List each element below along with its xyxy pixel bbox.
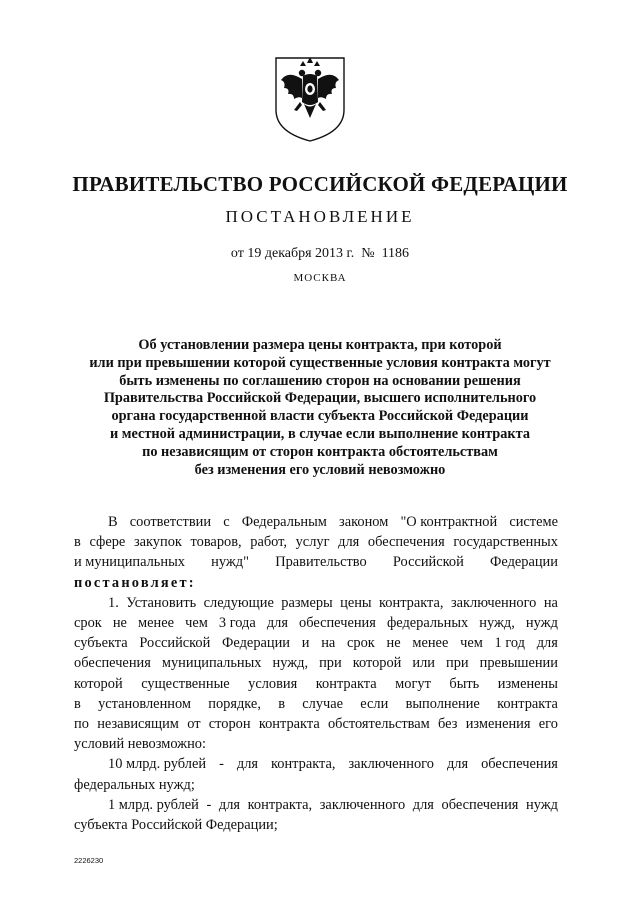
word: при bbox=[319, 655, 342, 672]
text-line bbox=[74, 593, 558, 613]
paragraph-item-1 bbox=[74, 593, 558, 734]
word: сторон bbox=[208, 716, 251, 733]
word: установленном bbox=[98, 695, 191, 712]
word: и bbox=[301, 635, 310, 652]
word: обеспечения bbox=[299, 615, 376, 632]
text-line bbox=[74, 552, 558, 572]
word: государственных bbox=[453, 534, 558, 551]
word: для bbox=[266, 615, 288, 632]
text-line bbox=[74, 573, 558, 593]
word: в bbox=[74, 534, 81, 551]
word: срок bbox=[347, 635, 375, 652]
word: для bbox=[446, 756, 469, 773]
paragraph-preamble bbox=[74, 512, 558, 573]
word: обеспечения bbox=[481, 756, 558, 773]
word: могут bbox=[395, 675, 431, 692]
word: изменения bbox=[465, 716, 531, 733]
document-code: 2226230 bbox=[74, 856, 104, 865]
word: менее bbox=[138, 615, 175, 632]
word: порядке, bbox=[208, 695, 261, 712]
subject-line: быть изменены по соглашению сторон на основании решения bbox=[119, 372, 521, 389]
word: соответствии bbox=[129, 514, 212, 530]
word: контракта bbox=[258, 716, 320, 733]
subject-line: органа государственной власти субъекта Российской Федерации bbox=[111, 408, 529, 425]
word: которой bbox=[352, 655, 402, 672]
coat-of-arms-emblem bbox=[272, 52, 348, 144]
word: Федерации bbox=[490, 554, 558, 571]
word: нужд bbox=[526, 796, 558, 813]
word: для bbox=[236, 756, 258, 773]
word: на bbox=[321, 635, 336, 652]
word: закупок bbox=[133, 534, 182, 551]
word: следующие bbox=[203, 594, 274, 611]
word: при bbox=[446, 655, 469, 672]
word: 10 млрд. рублей bbox=[108, 756, 207, 773]
word: нужд, bbox=[479, 615, 515, 632]
word: законом bbox=[339, 514, 389, 530]
word: независящим bbox=[97, 716, 179, 733]
word: чем bbox=[185, 615, 208, 632]
word: быть bbox=[449, 675, 480, 692]
word: 1 год bbox=[494, 635, 525, 652]
word: контракта bbox=[497, 695, 558, 712]
word: заключенного bbox=[319, 796, 406, 813]
subject-line: и местной администрации, в случае если выполнение контракта bbox=[109, 425, 530, 442]
word: нужд, bbox=[272, 655, 309, 672]
word: услуг bbox=[295, 534, 330, 551]
word: обеспечения bbox=[367, 534, 445, 551]
resolves-word: постановляет: bbox=[74, 574, 196, 591]
word: контракта, bbox=[379, 594, 444, 611]
word: контракта, bbox=[247, 796, 313, 813]
text-line bbox=[74, 815, 558, 835]
word: которой bbox=[74, 675, 123, 692]
text-line bbox=[74, 694, 558, 714]
word: для bbox=[218, 796, 241, 813]
word: муниципальных bbox=[161, 655, 262, 672]
word: 1 млрд. рублей bbox=[108, 796, 199, 813]
word: чем bbox=[460, 635, 483, 652]
word: его bbox=[538, 716, 558, 733]
word: выполнение bbox=[405, 695, 480, 712]
text-line bbox=[74, 532, 558, 552]
subject-line: по независящим от сторон контракта обстоятельствам bbox=[142, 443, 498, 460]
text-line bbox=[74, 613, 558, 633]
word: для bbox=[338, 534, 360, 551]
word: изменены bbox=[497, 675, 558, 692]
word: для bbox=[536, 635, 558, 652]
word: работ, bbox=[250, 534, 287, 551]
subject-line: Правительства Российской Федерации, высшего исполнительного bbox=[103, 390, 537, 407]
word: срок bbox=[74, 615, 102, 632]
document-date-number: от 19 декабря 2013 г. № 1186 bbox=[230, 246, 410, 261]
word: существенные bbox=[141, 675, 230, 692]
word: и муниципальных bbox=[74, 554, 185, 571]
text-line bbox=[74, 512, 558, 532]
word: превышении bbox=[479, 655, 558, 672]
word: на bbox=[543, 594, 558, 611]
word: менее bbox=[412, 635, 449, 652]
document-city: МОСКВА bbox=[293, 272, 347, 284]
word: случае bbox=[302, 695, 344, 712]
subject-line: без изменения его условий невозможно bbox=[194, 461, 446, 478]
text-line bbox=[74, 674, 558, 694]
subject-line: Об установлении размера цены контракта, при которой bbox=[138, 337, 502, 353]
word: размеры bbox=[281, 594, 333, 611]
subject-line: или при превышении которой существенные условия контракта могут bbox=[89, 354, 551, 371]
word: Установить bbox=[126, 594, 197, 611]
text-line-content: субъекта Российской Федерации; bbox=[74, 817, 278, 834]
word: Российской bbox=[139, 635, 211, 652]
document-type: ПОСТАНОВЛЕНИЕ bbox=[225, 207, 415, 226]
word: Правительство bbox=[275, 554, 367, 571]
word: обеспечения bbox=[441, 796, 519, 813]
text-line bbox=[74, 754, 558, 774]
word: обеспечения bbox=[74, 655, 151, 672]
text-line bbox=[74, 714, 558, 734]
word: в bbox=[278, 695, 285, 712]
text-line-content: условий невозможно: bbox=[74, 736, 206, 753]
word: с bbox=[223, 514, 230, 530]
word: если bbox=[360, 695, 389, 712]
text-line-content: федеральных нужд; bbox=[74, 776, 195, 793]
word: условия bbox=[248, 675, 298, 692]
document-body bbox=[74, 512, 558, 835]
word: цены bbox=[340, 594, 372, 611]
word: Федеральным bbox=[241, 514, 327, 530]
word: по bbox=[74, 716, 89, 733]
word: заключенного bbox=[348, 756, 434, 773]
word: сфере bbox=[89, 534, 126, 551]
word: федеральных bbox=[386, 615, 469, 632]
word: товаров, bbox=[190, 534, 242, 551]
text-line bbox=[74, 775, 558, 795]
text-line bbox=[74, 734, 558, 754]
word: В bbox=[108, 514, 118, 530]
word: от bbox=[187, 716, 201, 733]
paragraph-10-billion bbox=[74, 754, 558, 774]
document-subject bbox=[50, 337, 590, 479]
word: для bbox=[412, 796, 434, 813]
word: или bbox=[412, 655, 435, 672]
word: Федерации bbox=[222, 635, 291, 652]
text-line bbox=[74, 633, 558, 653]
word: Российской bbox=[392, 554, 464, 571]
text-line bbox=[74, 653, 558, 673]
word: контракта, bbox=[271, 756, 336, 773]
word: не bbox=[386, 635, 401, 652]
word: нужд" bbox=[211, 554, 249, 571]
paragraph-1-billion bbox=[74, 795, 558, 815]
word: в bbox=[74, 695, 81, 712]
word: 3 года bbox=[218, 615, 256, 632]
government-title: ПРАВИТЕЛЬСТВО РОССИЙСКОЙ ФЕДЕРАЦИИ bbox=[72, 172, 568, 196]
word: без bbox=[438, 716, 458, 733]
word: - bbox=[206, 796, 212, 813]
word: "О контрактной bbox=[400, 514, 498, 530]
word: нужд bbox=[525, 615, 558, 632]
word: не bbox=[112, 615, 127, 632]
word: субъекта bbox=[74, 635, 128, 652]
word: 1. bbox=[108, 594, 119, 611]
word: обстоятельствам bbox=[327, 716, 430, 733]
text-line bbox=[74, 795, 558, 815]
word: системе bbox=[509, 514, 558, 530]
word: - bbox=[219, 756, 224, 773]
word: контракта bbox=[315, 675, 377, 692]
word: заключенного bbox=[450, 594, 537, 611]
